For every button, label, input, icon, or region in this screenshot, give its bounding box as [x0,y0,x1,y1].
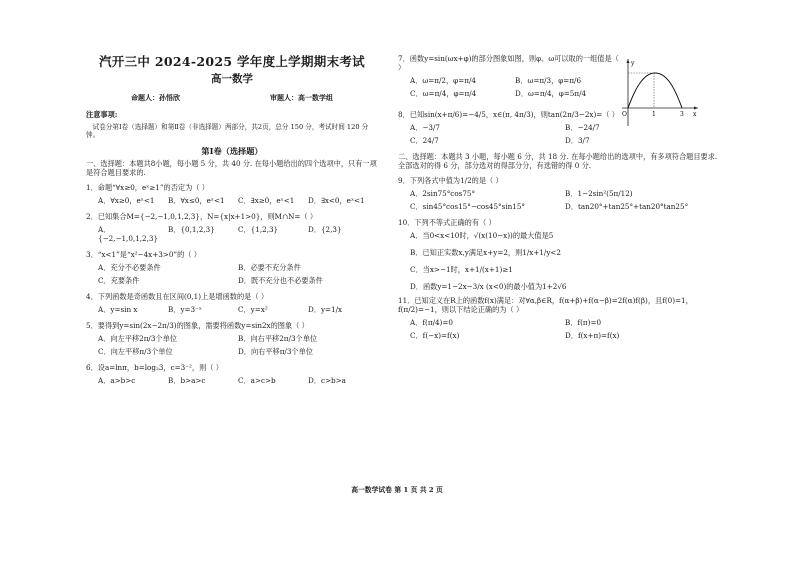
question-7 [398,54,620,98]
option-c: C．ω=π/4，φ=π/4 [410,89,477,98]
origin-label: O [622,111,627,118]
question-stem: 4．下列函数是奇函数且在区间(0,1)上是增函数的是（ ） [86,292,269,302]
part1-heading: 第Ⅰ卷（选择题） [201,145,263,156]
question-stem: 1．命题“∀x≥0，eˣ≥1”的否定为（ ） [86,183,209,193]
question-stem: 2．已知集合M={−2,−1,0,1,2,3}，N={x|x+1>0}，则M∩N=（ ） [86,212,318,222]
exam-title: 汽开三中 2024-2025 学年度上学期期末考试 [99,54,365,69]
options [98,225,378,243]
option-b: B．f(π)=0 [565,318,602,327]
question-4 [86,292,378,314]
tick-1-label: 1 [652,111,656,118]
options [410,189,720,211]
option-b: B．−24/7 [565,123,600,132]
option-d: D．函数y=1−2x−3/x (x<0)的最小值为1+2√6 [410,282,567,291]
question-5 [86,321,378,356]
section2-heading: 二、选择题：本题共 3 小题，每小题 6 分，共 18 分. 在每小题给出的选项中，有多项符合题目要求. 全部选对的得 6 分，部分选对的得部分分，有选错的得 0 分. [398,152,718,170]
option-a: A．当0<x<10时，√(x(10−x))的最大值是5 [410,231,554,240]
option-d: D．向右平移π/3个单位 [238,347,313,357]
question-stem: 11．已知定义在R上的函数f(x)满足：对∀α,β∈R，f(α+β)+f(α−β)=2f(α)f(β)，且f(0)=1，f(π/2)=−1，则以下结论正确的为（ ） [398,296,693,314]
option-c: C．向左平移π/3个单位 [98,347,173,357]
option-d: D．{2,3} [308,225,342,235]
option-a: A．−3/7 [410,123,440,132]
tick-3-label: 3 [680,111,684,118]
options [98,376,378,385]
option-c: C．24/7 [410,136,439,145]
option-d: D．既不充分也不必要条件 [238,276,323,286]
option-a: A．y=sin x [98,305,138,315]
left-column [86,50,378,392]
option-d: D．tan20°+tan25°+tan20°tan25° [565,202,689,211]
option-a: A．向左平移2π/3个单位 [98,334,177,344]
option-c: C．充要条件 [98,276,140,286]
question-3 [86,250,378,285]
x-axis-arrow [694,107,698,110]
option-a: A．充分不必要条件 [98,263,161,273]
options [98,196,378,205]
option-a: A．ω=π/2，φ=π/4 [410,76,476,85]
question-9 [398,176,720,211]
option-a: A．a>b>c [98,376,136,386]
question-stem: 7．函数y=sin(ωx+φ)的部分图象如图，则φ、ω可以取的一组值是（ ） [398,54,619,72]
question-stem: 3．“x<1”是“x²−4x+3>0”的（ ） [86,250,201,260]
author: 命题人：孙悟欣 [131,92,180,102]
option-b: B．{0,1,2,3} [168,225,215,235]
sine-graph-figure [618,56,700,128]
option-c: C．f(−x)=f(x) [410,331,460,340]
option-d: D．∃x<0，eˣ<1 [308,196,365,206]
question-11 [398,296,720,340]
option-c: C．∃x≥0，eˣ<1 [238,196,295,206]
y-axis-arrow [627,59,630,63]
option-c: C．sin45°cos15°−cos45°sin15° [410,202,525,211]
notice-title: 注意事项: [86,109,118,119]
option-d: D．c>b>a [308,376,346,386]
page-footer: 高一数学试卷 第 1 页 共 2 页 [351,486,443,494]
options [410,231,720,291]
question-stem: 5．要得到y=sin(2x−2π/3)的图象，需要将函数y=sin2x的图象（ ） [86,321,309,331]
x-label: x [693,111,697,118]
question-stem: 10．下列不等式正确的有（ ） [398,218,496,227]
question-1 [86,183,378,205]
reviewer: 审题人：高一数学组 [270,92,333,102]
section1-heading: 一、选择题：本题共8小题，每小题 5 分，共 40 分. 在每小题给出的四个选项中，只有一项是符合题目要求的. [86,159,377,178]
notice-text: 试卷分第Ⅰ卷（选择题）和第Ⅱ卷（非选择题）两部分，共2页，总分 150 分，考试时间 120 分钟。 [86,122,369,139]
options [98,263,378,285]
option-c: C．{1,2,3} [238,225,279,235]
sine-curve [628,73,682,108]
exam-subtitle: 高一数学 [211,72,253,85]
option-b: B．∀x≤0，eˣ<1 [168,196,225,206]
option-c: C．当x>−1时，x+1/(x+1)≥1 [410,265,513,274]
option-a: A．2sin75°cos75° [410,189,476,198]
option-b: B．向右平移2π/3个单位 [238,334,318,344]
question-stem: 6．设a=lnπ，b=log₂3，c=3⁻²，则（ ） [86,363,223,373]
option-b: B．已知正实数x,y满足x+y=2，则1/x+1/y<2 [410,248,562,257]
option-b: B．必要不充分条件 [238,263,301,273]
option-a: A．{−2,−1,0,1,2,3} [98,225,159,244]
question-stem: 8．已知sin(x+π/6)=−4/5，x∈(π, 4π/3)，则tan(2π/3−2x)=（ ） [398,110,619,119]
question-2 [86,212,378,243]
option-d: D．3/7 [565,136,590,145]
exam-meta [86,94,378,103]
option-d: D．f(x+π)=f(x) [565,331,620,340]
option-d: D．y=1/x [308,305,343,315]
options [410,76,620,98]
option-b: B．b>a>c [168,376,206,386]
options [410,318,720,340]
y-label: y [631,60,635,67]
options [98,334,378,356]
option-c: C．a>c>b [238,376,276,386]
option-c: C．y=x² [238,305,268,315]
option-b: B．y=3⁻ˣ [168,305,202,315]
question-stem: 9．下列各式中值为1/2的是（ ） [398,176,503,185]
option-d: D．ω=π/4，φ=5π/4 [515,89,587,98]
option-b: B．1−2sin²(5π/12) [565,189,633,198]
option-a: A．f(π/4)=0 [410,318,453,327]
question-10 [398,218,720,291]
option-b: B．ω=π/3，φ=π/6 [515,76,582,85]
question-6 [86,363,378,385]
option-a: A．∀x≥0，eˣ<1 [98,196,155,206]
options [98,305,378,314]
